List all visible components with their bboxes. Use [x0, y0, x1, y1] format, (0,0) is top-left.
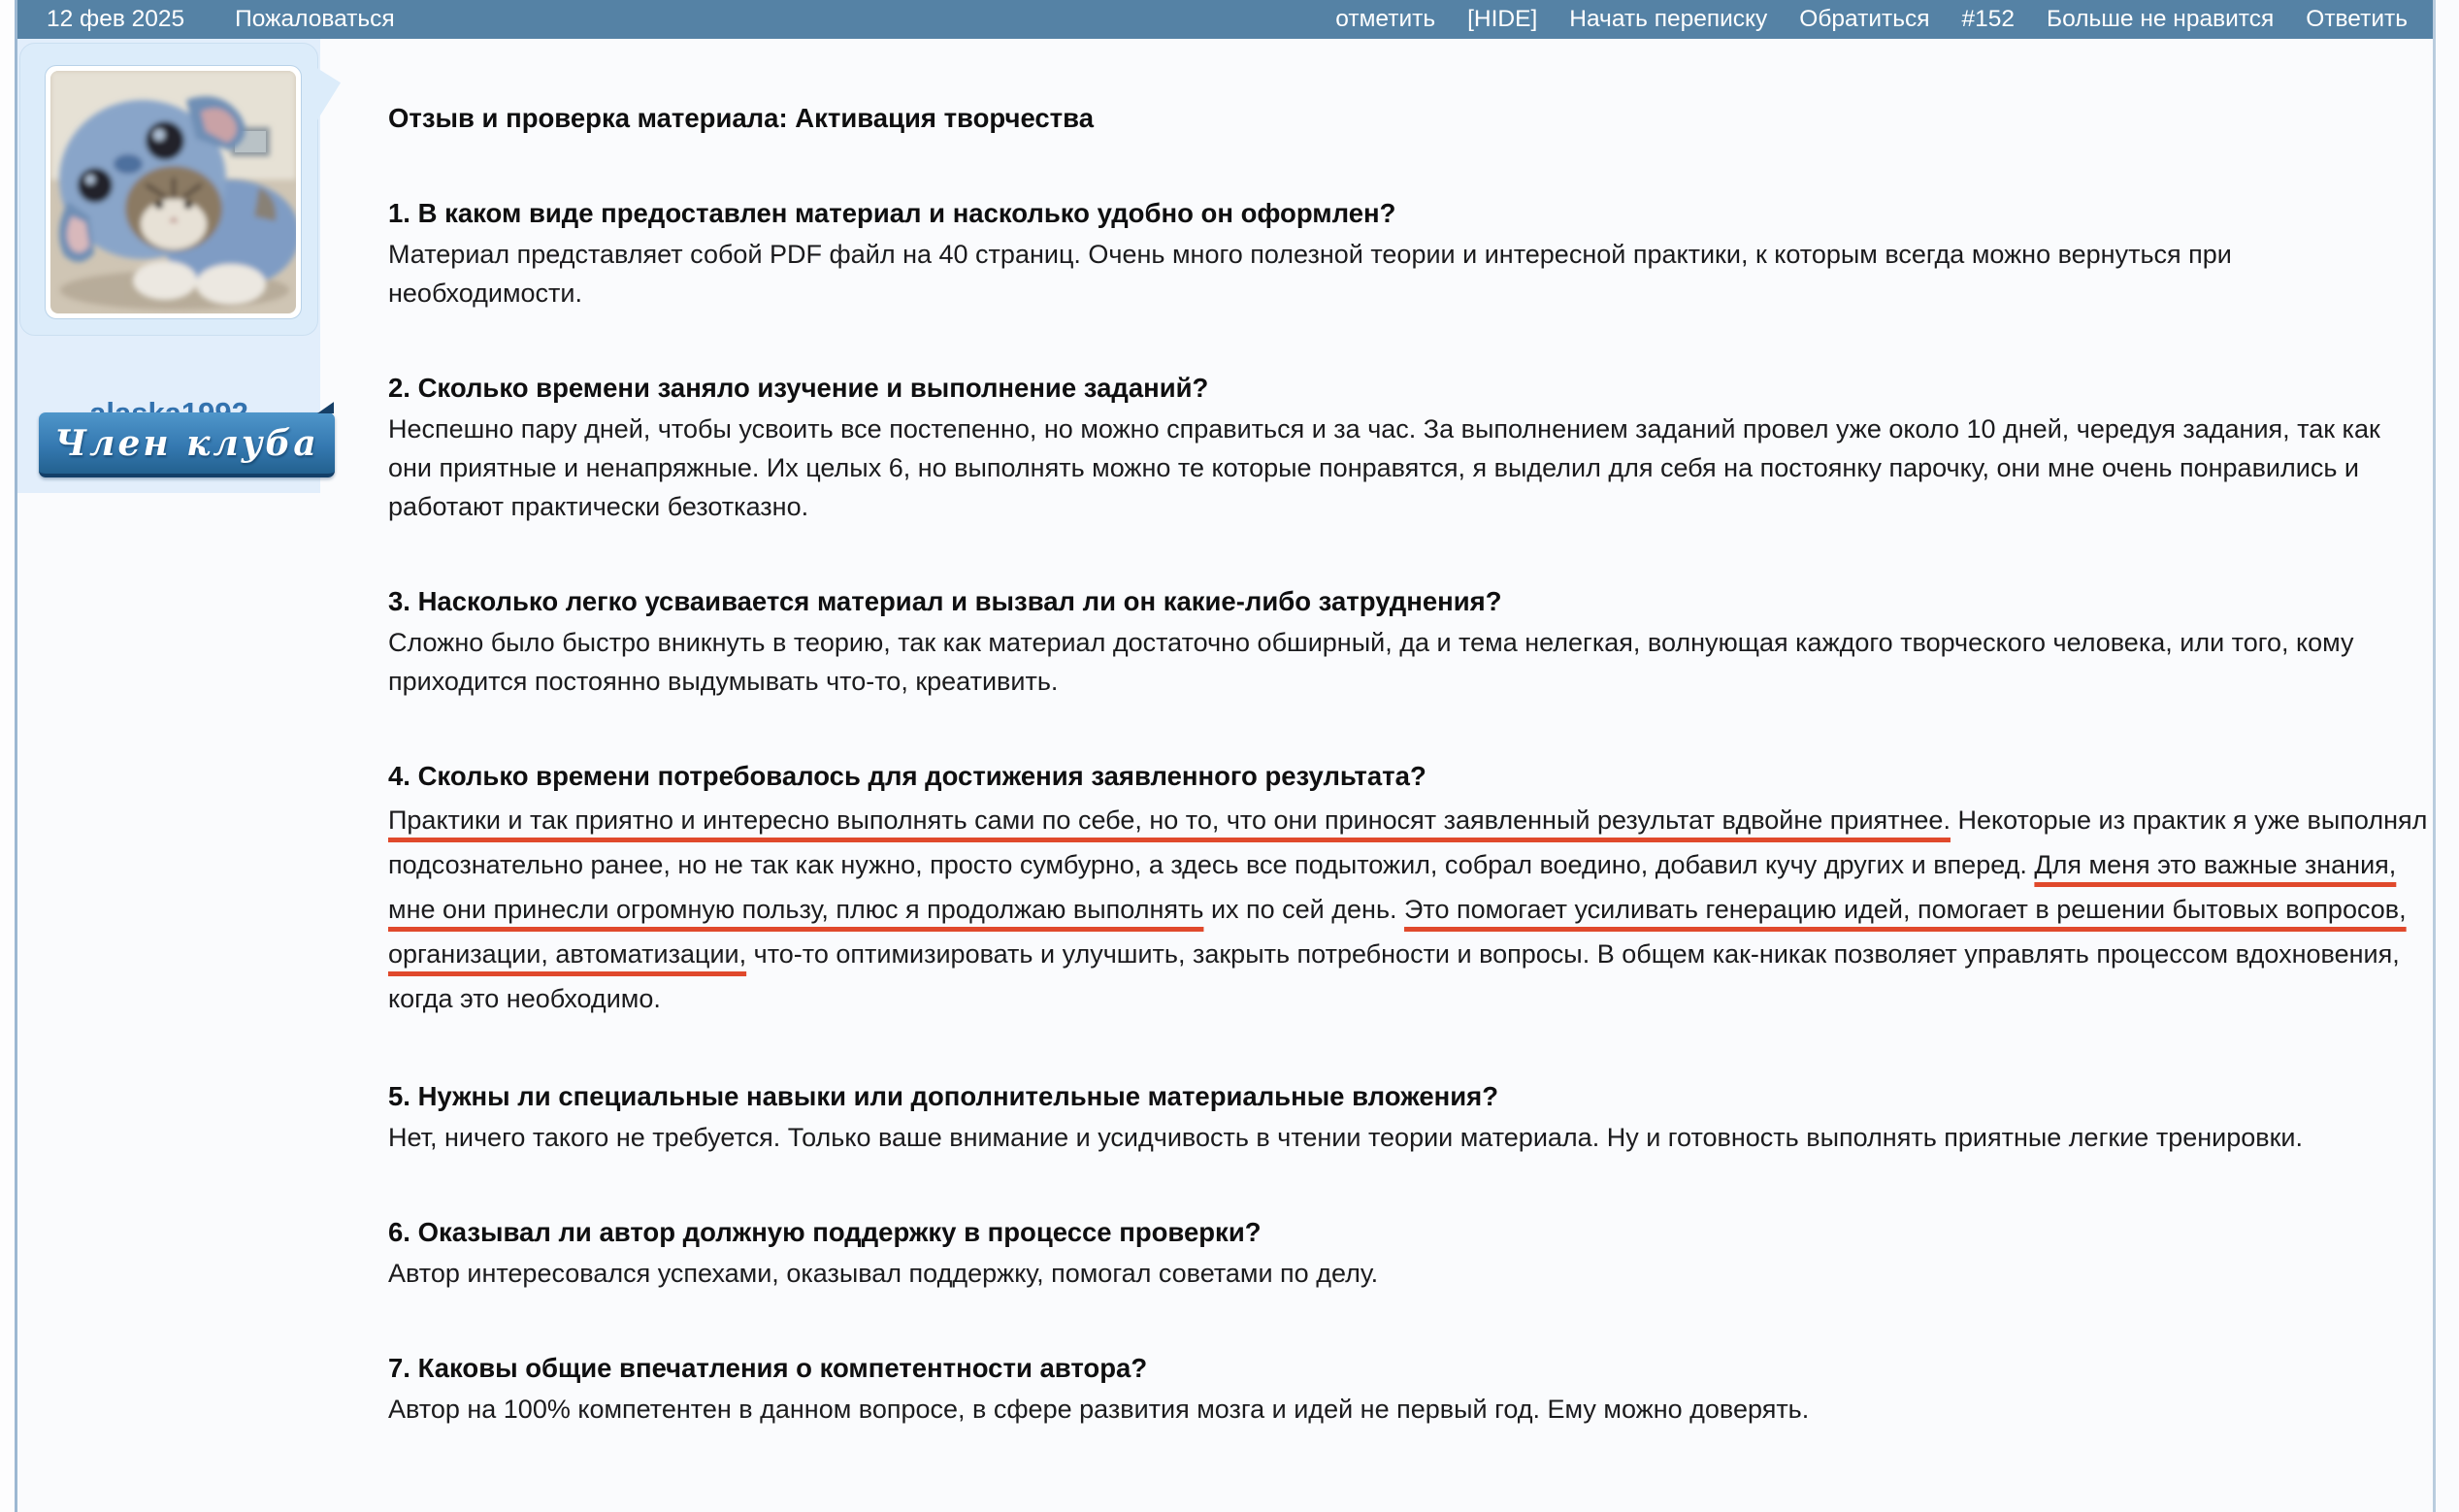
answer-paragraph-4 — [388, 798, 2431, 1021]
toolbar-right — [1335, 6, 2408, 33]
cat-in-stitch-costume-icon — [50, 71, 296, 313]
report-link[interactable]: Пожаловаться — [235, 6, 395, 32]
bubble-tail-icon — [315, 67, 341, 123]
hide-link[interactable]: [HIDE] — [1467, 6, 1538, 32]
badge-label: Член клуба — [54, 422, 319, 464]
answer-text-segment: что-то оптимизировать и улучшить, закрыть потребности и вопросы. В общем как-никак позволяет управлять процессом вдохновения, когда это необходимо. — [388, 939, 2400, 1013]
contact-link[interactable]: Обратиться — [1799, 6, 1930, 32]
post-date: 12 фев 2025 — [47, 6, 185, 32]
dislike-link[interactable]: Больше не нравится — [2047, 6, 2275, 32]
red-underline-segment: Практики и так приятно и интересно выполнять сами по себе, но то, что они приносят заявленный результат вдвойне приятнее. — [388, 805, 1951, 835]
question-heading-3: 3. Насколько легко усваивается материал и вызвал ли он какие-либо затруднения? — [388, 586, 1502, 616]
answer-text-segment: Некоторые из практик я уже выполнял подсознательно ранее, но не так как нужно, просто сумбурно, а здесь все подытожил, собрал воедино, добавил кучу других и вперед. — [388, 805, 2428, 879]
post-content — [388, 39, 2431, 1429]
answer-text-segment: их по сей день. — [1203, 895, 1405, 924]
answer-paragraph-5: Нет, ничего такого не требуется. Только ваше внимание и усидчивость в чтении теории материала. Ну и готовность выполнять приятные легкие тренировки. — [388, 1123, 2303, 1152]
post-title: Отзыв и проверка материала: Активация творчества — [388, 103, 1094, 133]
red-underline-segment: Для меня это важные знания, мне они принесли огромную пользу, плюс я продолжаю выполнять — [388, 850, 2397, 924]
left-gutter — [0, 0, 15, 1512]
user-panel — [17, 39, 320, 493]
post-toolbar — [17, 0, 2433, 39]
question-heading-2: 2. Сколько времени заняло изучение и выполнение заданий? — [388, 373, 1209, 403]
question-heading-4: 4. Сколько времени потребовалось для достижения заявленного результата? — [388, 761, 1426, 791]
right-border-line — [2433, 0, 2436, 1512]
question-heading-5: 5. Нужны ли специальные навыки или дополнительные материальные вложения? — [388, 1081, 1498, 1111]
start-conversation-link[interactable]: Начать переписку — [1569, 6, 1768, 32]
question-heading-1: 1. В каком виде предоставлен материал и насколько удобно он оформлен? — [388, 198, 1396, 228]
bookmark-link[interactable]: отметить — [1335, 6, 1436, 32]
answer-paragraph-1: Материал представляет собой PDF файл на 40 страниц. Очень много полезной теории и интересной практики, к которым всегда можно вернуться при необходимости. — [388, 240, 2232, 308]
answer-paragraph-6: Автор интересовался успехами, оказывал поддержку, помогал советами по делу. — [388, 1259, 1379, 1288]
reply-link[interactable]: Ответить — [2306, 6, 2408, 32]
red-underline-segment: Это помогает усиливать генерацию идей, помогает в решении бытовых вопросов, организации, автоматизации, — [388, 895, 2407, 969]
avatar-frame — [19, 43, 318, 336]
answer-paragraph-7: Автор на 100% компетентен в данном вопросе, в сфере развития мозга и идей не первый год. Ему можно доверять. — [388, 1395, 1810, 1424]
question-heading-7: 7. Каковы общие впечатления о компетентности автора? — [388, 1353, 1148, 1383]
answer-paragraph-2: Неспешно пару дней, чтобы усвоить все постепенно, но можно справиться и за час. За выполнением заданий провел уже около 10 дней, чередуя задания, так как они приятные и ненапряжные. Их целых 6, но выполнять можно те которые понравятся, я выделил для себя на постоянку парочку, они мне очень понравились и работают практически безотказно. — [388, 414, 2380, 521]
avatar[interactable] — [45, 65, 302, 319]
post-number-link[interactable]: #152 — [1961, 6, 2016, 32]
question-heading-6: 6. Оказывал ли автор должную поддержку в процессе проверки? — [388, 1217, 1262, 1247]
member-badge — [39, 412, 335, 477]
toolbar-left — [47, 6, 395, 33]
answer-paragraph-3: Сложно было быстро вникнуть в теорию, так как материал достаточно обширный, да и тема нелегкая, волнующая каждого творческого человека, или того, кому приходится постоянно выдумывать что-то, креативить. — [388, 628, 2354, 696]
